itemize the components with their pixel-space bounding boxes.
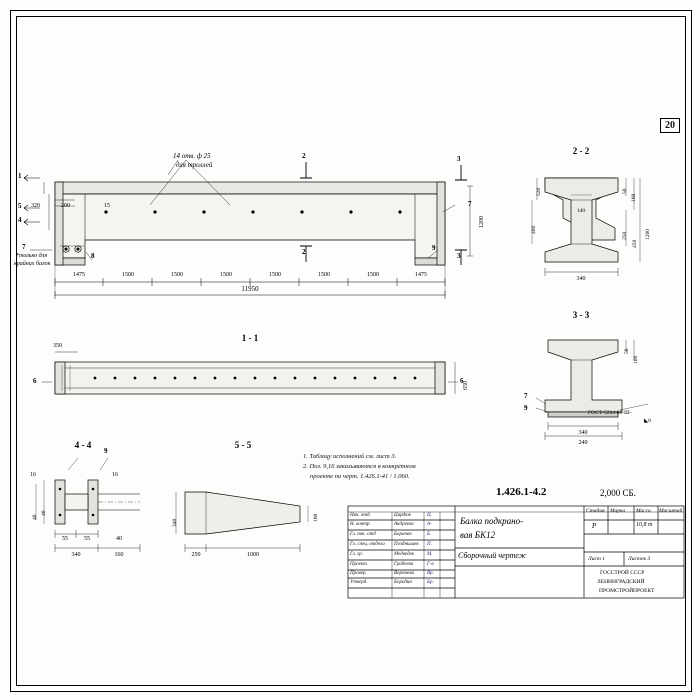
stamp-role-5: Проект. [350, 562, 369, 567]
dim-2-2-250: 250 [622, 231, 628, 240]
org-line2: ЛЕНИНГРАДСКИЙ [597, 579, 645, 585]
stamp-role-6: Провер. [350, 571, 367, 576]
stamp-name-7: Бородин [394, 580, 412, 585]
section-mark-5: 5 [18, 202, 22, 210]
mass-label: Масса [636, 508, 651, 514]
stamp-name-1: Андреева [394, 522, 414, 527]
stamp-sig-3: П. [427, 542, 432, 547]
dim-2-2-140: 140 [576, 208, 586, 214]
dim-4-4-55b: 55 [84, 536, 90, 542]
dim-4-4-340: 340 [71, 552, 81, 558]
section-mark-2-top: 2 [302, 152, 306, 160]
stamp-name-0: Цардюк [394, 513, 411, 518]
only-note-line2: крайних балок [14, 261, 51, 267]
note-2: 2. Поз. 9,16 заказываются в конкретном [303, 463, 416, 470]
label-1-1: 1 - 1 [241, 333, 259, 343]
stamp-sig-6: Вр. [427, 571, 434, 576]
stamp-name-2: Баранов [394, 532, 412, 537]
dim-5-5-250: 250 [191, 552, 201, 558]
stamp-sig-5: Г-в [427, 562, 434, 567]
mark-6-left: 6 [33, 377, 37, 385]
doc-code: 1.426.1-4.2 [496, 486, 547, 498]
stamp-sig-4: М. [427, 552, 433, 557]
weld-note: ГОСТ-5264-80-Ш- [588, 410, 632, 416]
mass-value: 10,8 т [636, 522, 653, 528]
hole-note-line1: 14 отв. ф 25 [173, 152, 211, 160]
page-number: 20 [660, 118, 680, 133]
dim-3-3-160: 160 [633, 355, 639, 364]
mark-4-4-9: 9 [104, 447, 108, 455]
dim-4-4-40c: 40 [116, 536, 122, 542]
dim-320: 320 [31, 203, 40, 209]
spacing-3: 1500 [220, 272, 232, 278]
spacing-4: 1500 [269, 272, 281, 278]
dim-4-4-16a: 16 [30, 472, 36, 478]
label-4-4: 4 - 4 [74, 440, 92, 450]
only-note-line1: *только для [16, 253, 48, 259]
dim-5-5-1000: 1000 [247, 552, 259, 558]
stamp-role-3: Гл. спец. отдела [350, 542, 385, 547]
mark-label: Марка [610, 508, 626, 514]
spacing-1: 1500 [122, 272, 134, 278]
mark-8: 8 [91, 252, 95, 260]
sheets-label: Листов 3 [628, 556, 651, 562]
stamp-sig-1: А- [427, 522, 432, 527]
mark-6-right: 6 [460, 377, 464, 385]
dim-2-2-400: 400 [531, 225, 537, 234]
stamp-sig-2: Б. [427, 532, 432, 537]
mark-3-3-9: 9 [524, 404, 528, 412]
stadia-value: Р [592, 522, 597, 530]
weld-note-size: ◣6 [644, 418, 651, 424]
dim-2-2-520: 520 [536, 187, 542, 196]
dim-650: 650 [463, 381, 469, 390]
stamp-name-3: Позднышев [394, 542, 419, 547]
org-line1: ГОССТРОЙ СССР [600, 570, 645, 576]
scale-label: Масштаб [659, 508, 683, 514]
section-mark-3-top: 3 [457, 155, 461, 163]
dim-3-3-50: 50 [624, 348, 630, 354]
title-line1: Балка подкрано- [460, 516, 524, 526]
stamp-sig-7: Бр. [427, 580, 434, 585]
spacing-2: 1500 [171, 272, 183, 278]
section-mark-4: 4 [18, 216, 22, 224]
dim-350: 350 [53, 343, 62, 349]
dim-4-4-16b: 16 [112, 472, 118, 478]
dim-2-2-450: 450 [632, 239, 638, 248]
dim-2-2-340: 340 [576, 276, 586, 282]
section-mark-1: 1 [18, 172, 22, 180]
section-mark-3-bottom: 3 [457, 252, 461, 260]
dim-4-4-55a: 55 [62, 536, 68, 542]
doc-scale-note: 2,000 СБ. [600, 488, 636, 498]
dim-200: 200 [61, 203, 70, 209]
spacing-5: 1500 [318, 272, 330, 278]
label-3-3: 3 - 3 [572, 310, 590, 320]
stamp-name-4: Медведев [394, 552, 414, 557]
stamp-role-2: Гл. пок. отд [350, 532, 376, 537]
dim-2-2-50: 50 [622, 188, 628, 194]
note-3: проекте по черт. 1.426.1-41 / 1.060. [310, 473, 410, 480]
section-mark-2-bottom: 2 [302, 248, 306, 256]
mark-3-3-7: 7 [524, 392, 528, 400]
label-2-2: 2 - 2 [572, 146, 590, 156]
total-length: 11950 [241, 285, 259, 293]
stamp-role-0: Нач. отд. [350, 513, 371, 518]
label-5-5: 5 - 5 [234, 440, 252, 450]
dim-4-4-40b: 40 [41, 510, 47, 516]
dim-4-4-160: 160 [114, 552, 124, 558]
dim-2-2-1200: 1200 [645, 229, 651, 240]
stamp-name-5: Грабеева [394, 562, 414, 567]
stamp-role-4: Гл. гр. [350, 552, 363, 557]
stamp-sig-0: Ц. [427, 513, 432, 518]
note-1: 1. Таблицу исполнений см. лист 3. [303, 453, 397, 460]
org-line3: ПРОМСТРОЙПРОЕКТ [599, 588, 655, 594]
title-line2: вая БК12 [460, 530, 496, 540]
dim-5-5-160: 160 [313, 513, 319, 522]
spacing-6: 1500 [367, 272, 379, 278]
dim-1200: 1200 [479, 216, 485, 228]
mark-7-right: 7 [468, 200, 472, 208]
spacing-7: 1475 [415, 272, 427, 278]
stamp-role-7: Утверд. [350, 580, 368, 585]
title-line3: Сборочный чертеж [458, 551, 527, 560]
dim-15: 15 [104, 203, 110, 209]
mark-9: 9 [432, 244, 436, 252]
sheet-label: Лист 1 [588, 556, 606, 562]
stamp-role-1: Н. контр. [350, 522, 371, 527]
stamp-name-6: Воронова [394, 571, 415, 576]
dim-3-3-240: 240 [578, 440, 588, 446]
mark-7-left: 7 [22, 243, 26, 251]
dim-3-3-340: 340 [578, 430, 588, 436]
dim-4-4-40a: 40 [32, 514, 38, 520]
stadia-label: Стадия [586, 508, 605, 514]
dim-5-5-340: 340 [172, 518, 178, 527]
dim-2-2-160: 160 [631, 193, 637, 202]
spacing-0: 1475 [73, 272, 85, 278]
hole-note-line2: для троллей [176, 161, 213, 169]
